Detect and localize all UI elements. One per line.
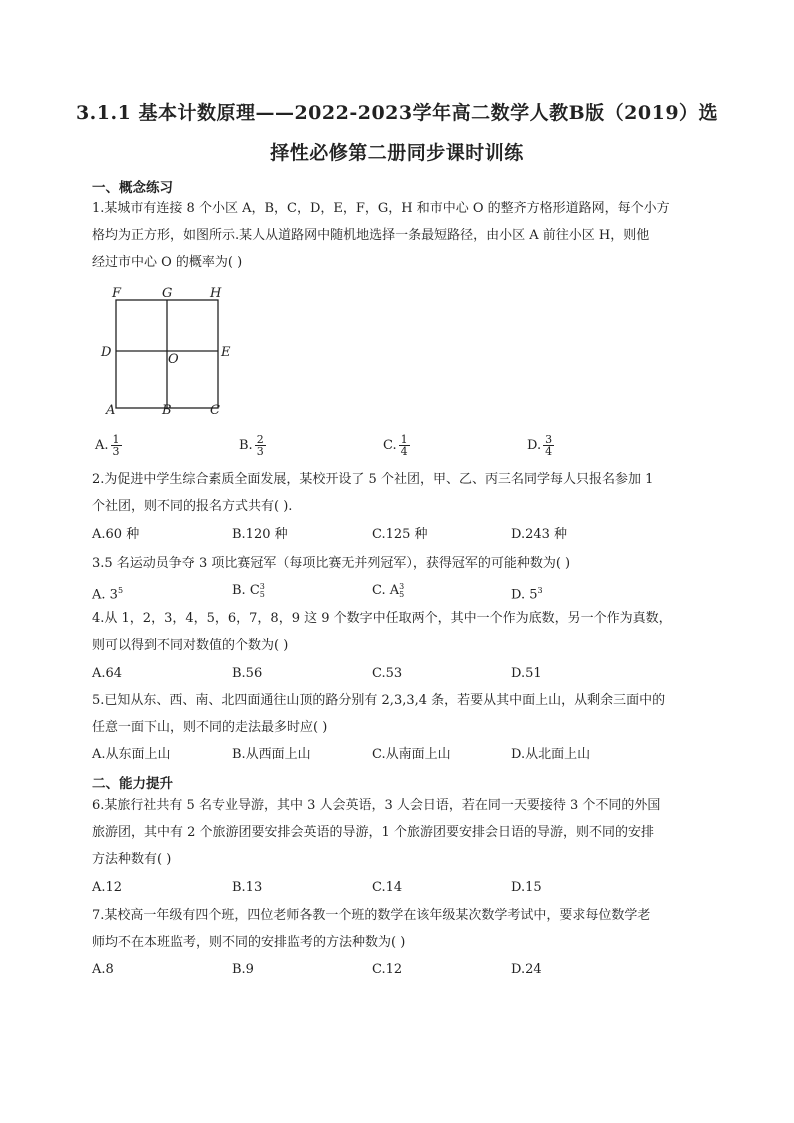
option-a[interactable]: A.64	[92, 666, 123, 681]
option-b[interactable]: B. $\frac{2}{3}$	[239, 433, 264, 458]
question-1-line-1: 1.某城市有连接 8 个小区 A，B，C，D，E，F，G，H 和市中心 O 的整齐方格形道路网，每个小方	[92, 201, 670, 216]
label-G: G	[162, 286, 173, 301]
option-c[interactable]: C. A 3 5	[372, 581, 405, 599]
option-a[interactable]: A.60 种	[92, 527, 140, 542]
option-c[interactable]: C.53	[372, 666, 403, 681]
page-title-line-2: 择性必修第二册同步课时训练	[270, 142, 524, 164]
grid-road-figure	[98, 282, 244, 418]
label-A: A	[106, 403, 116, 418]
option-a[interactable]: A. $\frac{1}{3}$	[95, 433, 120, 458]
option-c[interactable]: C. $\frac{1}{4}$	[383, 433, 408, 458]
question-5-line-1: 5.已知从东、西、南、北四面通往山顶的路分别有 2,3,3,4 条，若要从其中面上山，从剩余三面中的	[92, 693, 666, 708]
option-a[interactable]: A. $3^5$	[92, 586, 124, 603]
question-4-line-2: 则可以得到不同对数值的个数为( )	[92, 638, 289, 653]
option-b[interactable]: B.13	[232, 880, 263, 895]
label-D: D	[101, 345, 112, 360]
label-C: C	[210, 403, 220, 418]
option-d[interactable]: D.15	[511, 880, 542, 895]
page-title-line-1: 3.1.1 基本计数原理——2022-2023学年高二数学人教B版（2019）选	[75, 102, 719, 124]
label-E: E	[221, 345, 231, 360]
option-d[interactable]: D.从北面上山	[511, 747, 591, 762]
label-B: B	[162, 403, 172, 418]
option-c[interactable]: C.12	[372, 962, 403, 977]
option-d[interactable]: D.243 种	[511, 527, 568, 542]
option-b[interactable]: B. C 3 5	[232, 581, 265, 599]
label-O: O	[168, 352, 179, 367]
option-d[interactable]: D.24	[511, 962, 542, 977]
section-heading-ability: 二、能力提升	[92, 776, 173, 792]
label-H: H	[210, 286, 222, 301]
section-heading-concept: 一、概念练习	[92, 180, 173, 196]
question-4-line-1: 4.从 1，2，3，4，5，6，7，8，9 这 9 个数字中任取两个，其中一个作为底数，另一个作为真数，	[92, 611, 672, 626]
option-d[interactable]: D. $\frac{3}{4}$	[527, 433, 553, 458]
option-a[interactable]: A.12	[92, 880, 123, 895]
option-c[interactable]: C.从南面上山	[372, 747, 451, 762]
option-a[interactable]: A.从东面上山	[92, 747, 171, 762]
option-d[interactable]: D.51	[511, 666, 542, 681]
option-b[interactable]: B.从西面上山	[232, 747, 311, 762]
option-c[interactable]: C.125 种	[372, 527, 428, 542]
question-7-line-2: 师均不在本班监考，则不同的安排监考的方法种数为( )	[92, 935, 406, 950]
question-1-line-2: 格均为正方形，如图所示.某人从道路网中随机地选择一条最短路径，由小区 A 前往小区 H，则他	[92, 228, 650, 243]
question-6-line-1: 6.某旅行社共有 5 名专业导游，其中 3 人会英语，3 人会日语，若在同一天要接待 3 个不同的外国	[92, 798, 661, 813]
option-c[interactable]: C.14	[372, 880, 403, 895]
option-d[interactable]: D. $5^3$	[511, 586, 543, 603]
question-1-line-3: 经过市中心 O 的概率为( )	[92, 255, 243, 270]
question-3-line-1: 3.5 名运动员争夺 3 项比赛冠军（每项比赛无并列冠军），获得冠军的可能种数为( )	[92, 556, 571, 571]
question-6-line-2: 旅游团，其中有 2 个旅游团要安排会英语的导游，1 个旅游团要安排会日语的导游，则不同的安排	[92, 825, 654, 840]
question-6-line-3: 方法种数有( )	[92, 852, 172, 867]
question-5-line-2: 任意一面下山，则不同的走法最多时应( )	[92, 720, 328, 735]
option-b[interactable]: B.9	[232, 962, 254, 977]
option-a[interactable]: A.8	[92, 962, 114, 977]
question-2-line-1: 2.为促进中学生综合素质全面发展，某校开设了 5 个社团，甲、乙、丙三名同学每人只报名参加 1	[92, 472, 654, 487]
label-F: F	[112, 286, 122, 301]
option-b[interactable]: B.120 种	[232, 527, 288, 542]
question-7-line-1: 7.某校高一年级有四个班，四位老师各教一个班的数学在该年级某次数学考试中，要求每位数学老	[92, 908, 651, 923]
question-2-line-2: 个社团，则不同的报名方式共有( ).	[92, 499, 293, 514]
option-b[interactable]: B.56	[232, 666, 263, 681]
